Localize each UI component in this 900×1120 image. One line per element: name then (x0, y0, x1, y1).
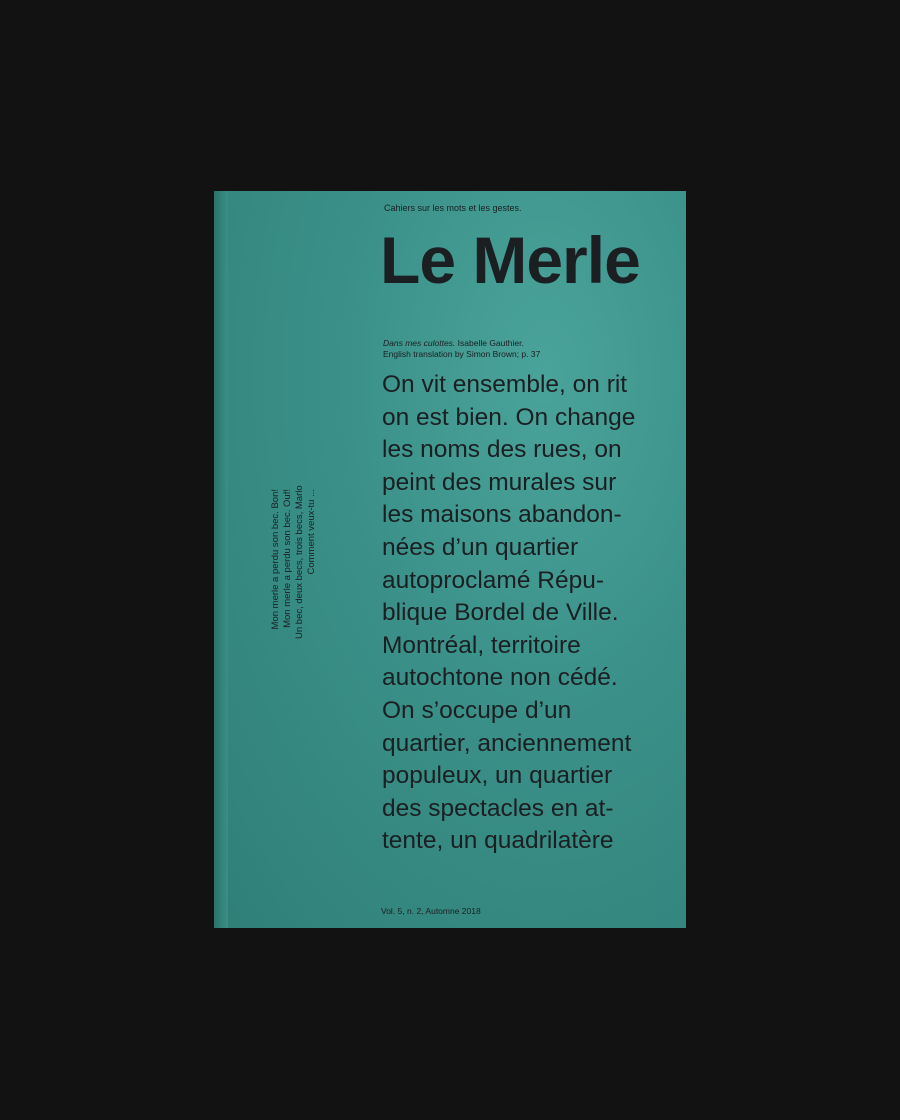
vertical-verse (270, 485, 318, 639)
cover-text (382, 369, 682, 858)
verse-line: Mon merle a perdu son bec. Bon! (270, 489, 281, 630)
text-line: Montréal, territoire (382, 631, 581, 659)
text-line: des spectacles en at- (382, 794, 614, 822)
text-line: les maisons abandon- (382, 501, 622, 529)
credit-translation: English translation by Simon Brown; p. 37 (383, 349, 541, 359)
issue-info: Vol. 5, n. 2, Automne 2018 (381, 906, 481, 916)
text-line: les noms des rues, on (382, 436, 622, 464)
verse-line: Comment veux-tu ... (306, 489, 317, 575)
text-line: quartier, anciennement (382, 729, 632, 757)
text-line: On vit ensemble, on rit (382, 371, 628, 398)
book-cover (214, 191, 686, 928)
text-line: populeux, un quartier (382, 762, 613, 790)
text-line: peint des murales sur (382, 468, 617, 496)
text-line: On s’occupe d’un (382, 696, 572, 724)
credit-author: Isabelle Gauthier. (457, 338, 524, 348)
text-line: nées d’un quartier (382, 533, 579, 561)
credit-title: Dans mes culottes. (383, 338, 456, 348)
credit (383, 338, 540, 360)
tagline: Cahiers sur les mots et les gestes. (384, 203, 522, 213)
verse-line: Un bec, deux becs, trois becs, Marlo (294, 485, 305, 639)
magazine-title: Le Merle (380, 223, 640, 297)
book-spine (214, 191, 228, 928)
text-line: blique Bordel de Ville. (382, 599, 619, 627)
text-line: autoproclamé Répu- (382, 566, 604, 594)
text-line: autochtone non cédé. (382, 664, 618, 692)
text-line: tente, un quadrilatère (382, 827, 614, 855)
verse-line: Mon merle a perdu son bec. Ouf! (282, 489, 293, 628)
text-line: on est bien. On change (382, 403, 636, 431)
